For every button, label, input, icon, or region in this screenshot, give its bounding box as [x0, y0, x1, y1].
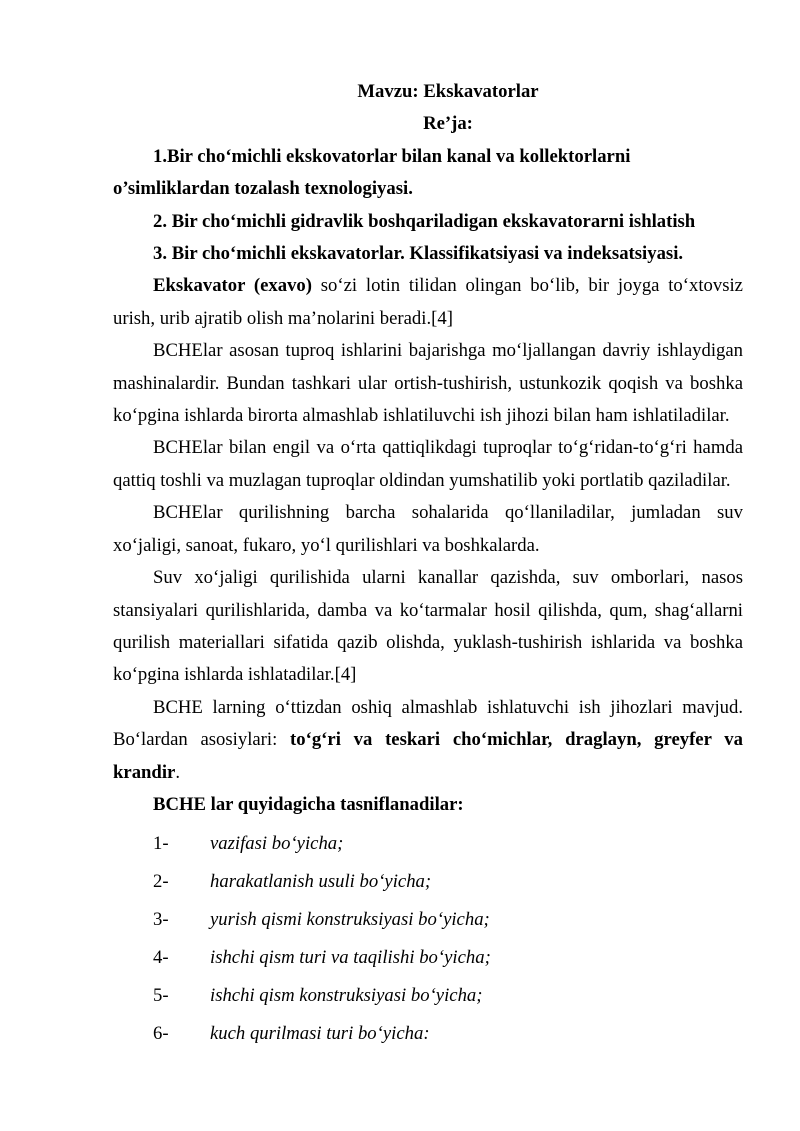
- doc-title: Mavzu: Ekskavatorlar: [357, 81, 539, 102]
- plan-item-3: 3. Bir cho‘michli ekskavatorlar. Klassifikatsiyasi va indeksatsiyasi.: [153, 243, 684, 265]
- paragraph-bche-fields: [113, 497, 743, 562]
- classification-item-text: vazifasi bo‘yicha;: [210, 833, 344, 855]
- paragraph-run: so‘zi lotin tilidan olingan bo‘lib, bir joyga to‘xtovsiz urish, urib ajratib olish ma’nolarini beradi.[4]: [113, 275, 743, 329]
- classification-list: [113, 828, 743, 1050]
- paragraph-water-construction: [113, 562, 743, 692]
- classification-item-2: [153, 866, 743, 898]
- paragraph-ekskavator-definition: [113, 270, 743, 335]
- paragraph-run-bold: to‘g‘ri va teskari cho‘michlar, draglayn, greyfer va krandir: [113, 729, 743, 783]
- classification-item-6: [153, 1018, 743, 1050]
- classification-item-4: [153, 942, 743, 974]
- paragraph-run: BCHE larning o‘ttizdan oshiq almashlab ishlatuvchi ish jihozlari mavjud. Bo‘lardan asosiylari:: [113, 696, 743, 751]
- classification-item-text: ishchi qism konstruksiyasi bo‘yicha;: [210, 985, 483, 1007]
- paragraph-bche-soils: [113, 432, 743, 497]
- classification-item-text: ishchi qism turi va taqilishi bo‘yicha;: [210, 947, 491, 969]
- classification-item-number: 3-: [153, 909, 169, 931]
- plan-item-1: 1.Bir cho‘michli ekskovatorlar bilan kanal va kollektorlarni o’simliklardan tozalash texnologiyasi.: [113, 145, 631, 200]
- classification-item-text: harakatlanish usuli bo‘yicha;: [210, 871, 432, 893]
- classification-item-5: [153, 980, 743, 1012]
- paragraph-run: BCHElar qurilishning barcha sohalarida qo‘llaniladilar, jumladan suv xo‘jaligi, sanoat, fukaro, yo‘l qurilishlari va boshkalarda.: [113, 502, 743, 556]
- classification-item-1: [153, 828, 743, 860]
- paragraph-run-bold: Ekskavator (exavo): [153, 275, 321, 297]
- classification-heading: BCHE lar quyidagicha tasniflanadilar:: [153, 793, 464, 815]
- classification-item-text: yurish qismi konstruksiyasi bo‘yicha;: [210, 909, 490, 931]
- classification-item-number: 4-: [153, 947, 169, 969]
- paragraph-run: .: [175, 761, 180, 783]
- classification-item-number: 6-: [153, 1023, 169, 1045]
- doc-subtitle: Re’ja:: [423, 113, 473, 135]
- classification-item-text: kuch qurilmasi turi bo‘yicha:: [210, 1023, 430, 1045]
- classification-item-3: [153, 904, 743, 936]
- plan-item-2: 2. Bir cho‘michli gidravlik boshqariladigan ekskavatorarni ishlatish: [153, 210, 696, 232]
- paragraph-run: BCHElar asosan tuproq ishlarini bajarishga mo‘ljallangan davriy ishlaydigan mashinalardir. Bundan tashkari ular ortish-tushirish, ustunkozik qoqish va boshka ko‘pgina ishlarda birorta almashlab ishlatiluvchi ish jihozi bilan ham ishlatiladilar.: [113, 340, 743, 427]
- paragraph-run: BCHElar bilan engil va o‘rta qattiqlikdagi tuproqlar to‘g‘ridan-to‘g‘ri hamda qattiq toshli va muzlagan tuproqlar oldindan yumshatilib yoki portlatib qaziladilar.: [113, 437, 743, 491]
- classification-item-number: 1-: [153, 833, 169, 855]
- classification-item-number: 2-: [153, 871, 169, 893]
- paragraph-bche-purpose: [113, 335, 743, 432]
- paragraph-run: Suv xo‘jaligi qurilishida ularni kanallar qazishda, suv omborlari, nasos stansiyalari qurilishlarida, damba va ko‘tarmalar hosil qilishda, qum, shag‘allarni qurilish materiallari sifatida qazib olishda, yuklash-tushirish ishlarida va boshka ko‘pgina ishlarda ishlatadilar.[4]: [113, 567, 743, 686]
- classification-item-number: 5-: [153, 985, 169, 1007]
- paragraph-bche-attachments: [113, 692, 743, 789]
